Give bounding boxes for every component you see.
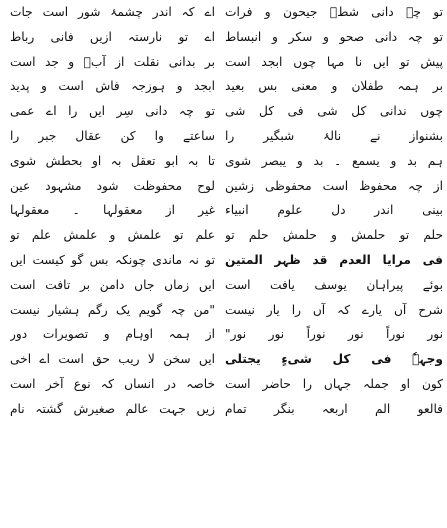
verse-line-arabic: فی مرایا العدم قد ظہر المتین xyxy=(225,252,443,267)
verse-line: اے کہ اندر چشمۂ شور است جات xyxy=(10,5,215,19)
verse-line: کون او جملہ جہاں را حاضر است xyxy=(225,376,443,391)
verse-line: خاصہ در انساں کہ نوع آخر است xyxy=(10,376,215,391)
verse-line: علم تو علمش و علمش علم تو xyxy=(10,228,215,243)
verse-line: ابجد و ہوزجہ فاش است و پدید xyxy=(10,79,215,94)
poem-column-right xyxy=(10,0,215,528)
verse-line: از چہ محفوظ است محفوظی زشین xyxy=(225,178,443,193)
verse-line: چوں ندانی کل شی فی کل شی xyxy=(225,104,443,119)
verse-line: تو نہ ماندی چونکہ بس گو کیست ایں xyxy=(10,252,215,267)
verse-line: ایں سخن لا ریب حق است اے اخی xyxy=(10,352,215,367)
verse-line: بر ہمہ طفلان و معنی بس بعید xyxy=(225,79,443,94)
verse-line: ہم بد و یسمع ۔ بد و یبصر شوی xyxy=(225,153,443,168)
verse-line: بینی اندر دل علوم انبیاء xyxy=(225,203,443,218)
verse-line: تو چہ دانی سِر ایں را اے عمی xyxy=(10,104,215,119)
verse-line: تا بہ ابو تعقل بہ او بحطش شوی xyxy=(10,153,215,168)
verse-line: پیش تو ایں نا مہا چوں ابجد است xyxy=(225,54,443,69)
verse-line: تو چہ دانی صحو و سکر و انبساط xyxy=(225,29,443,44)
verse-line: تو چہ دانی شطؔ جیحون و فرات xyxy=(225,5,443,19)
verse-line: از ہمہ اوہام و تصویرات دور xyxy=(10,327,215,342)
verse-line: غیر از معقولہا ۔ معقولہا xyxy=(10,203,215,218)
verse-line: بشنواز نے نالۂ شبگیر را xyxy=(225,128,443,143)
verse-line: حلم تو حلمش و حلمش حلم تو xyxy=(225,228,443,243)
verse-line: "من چہ گویم یک رگم ہشیار نیست xyxy=(10,302,215,317)
verse-line: بر بدانی نقلت از آبؔ و جد است xyxy=(10,54,215,69)
verse-line: بوئے پیراہان یوسف یافت است xyxy=(225,277,443,292)
verse-line-arabic: وجہہٗ فی کل شیءٍ یجتلی xyxy=(225,352,443,367)
verse-line: اے تو نارستہ ازیں فانی رباط xyxy=(10,29,215,44)
verse-line: ایں زماں جاں دامن بر تافت است xyxy=(10,277,215,292)
verse-line: فالعو الم اربعہ بنگر تمام xyxy=(225,401,443,416)
poem-column-left xyxy=(225,0,443,528)
verse-line: لوح محفوظت شود مشہود عین xyxy=(10,178,215,193)
verse-line: زیں جہت عالم صغیرش گشتہ نام xyxy=(10,401,215,416)
verse-line: ساعتے وا کن عقال جبر را xyxy=(10,128,215,143)
verse-line: نور نوراً نور نوراً نور نور" xyxy=(225,327,443,342)
verse-line: شرح آں یارے کہ آں را یار نیست xyxy=(225,302,443,317)
